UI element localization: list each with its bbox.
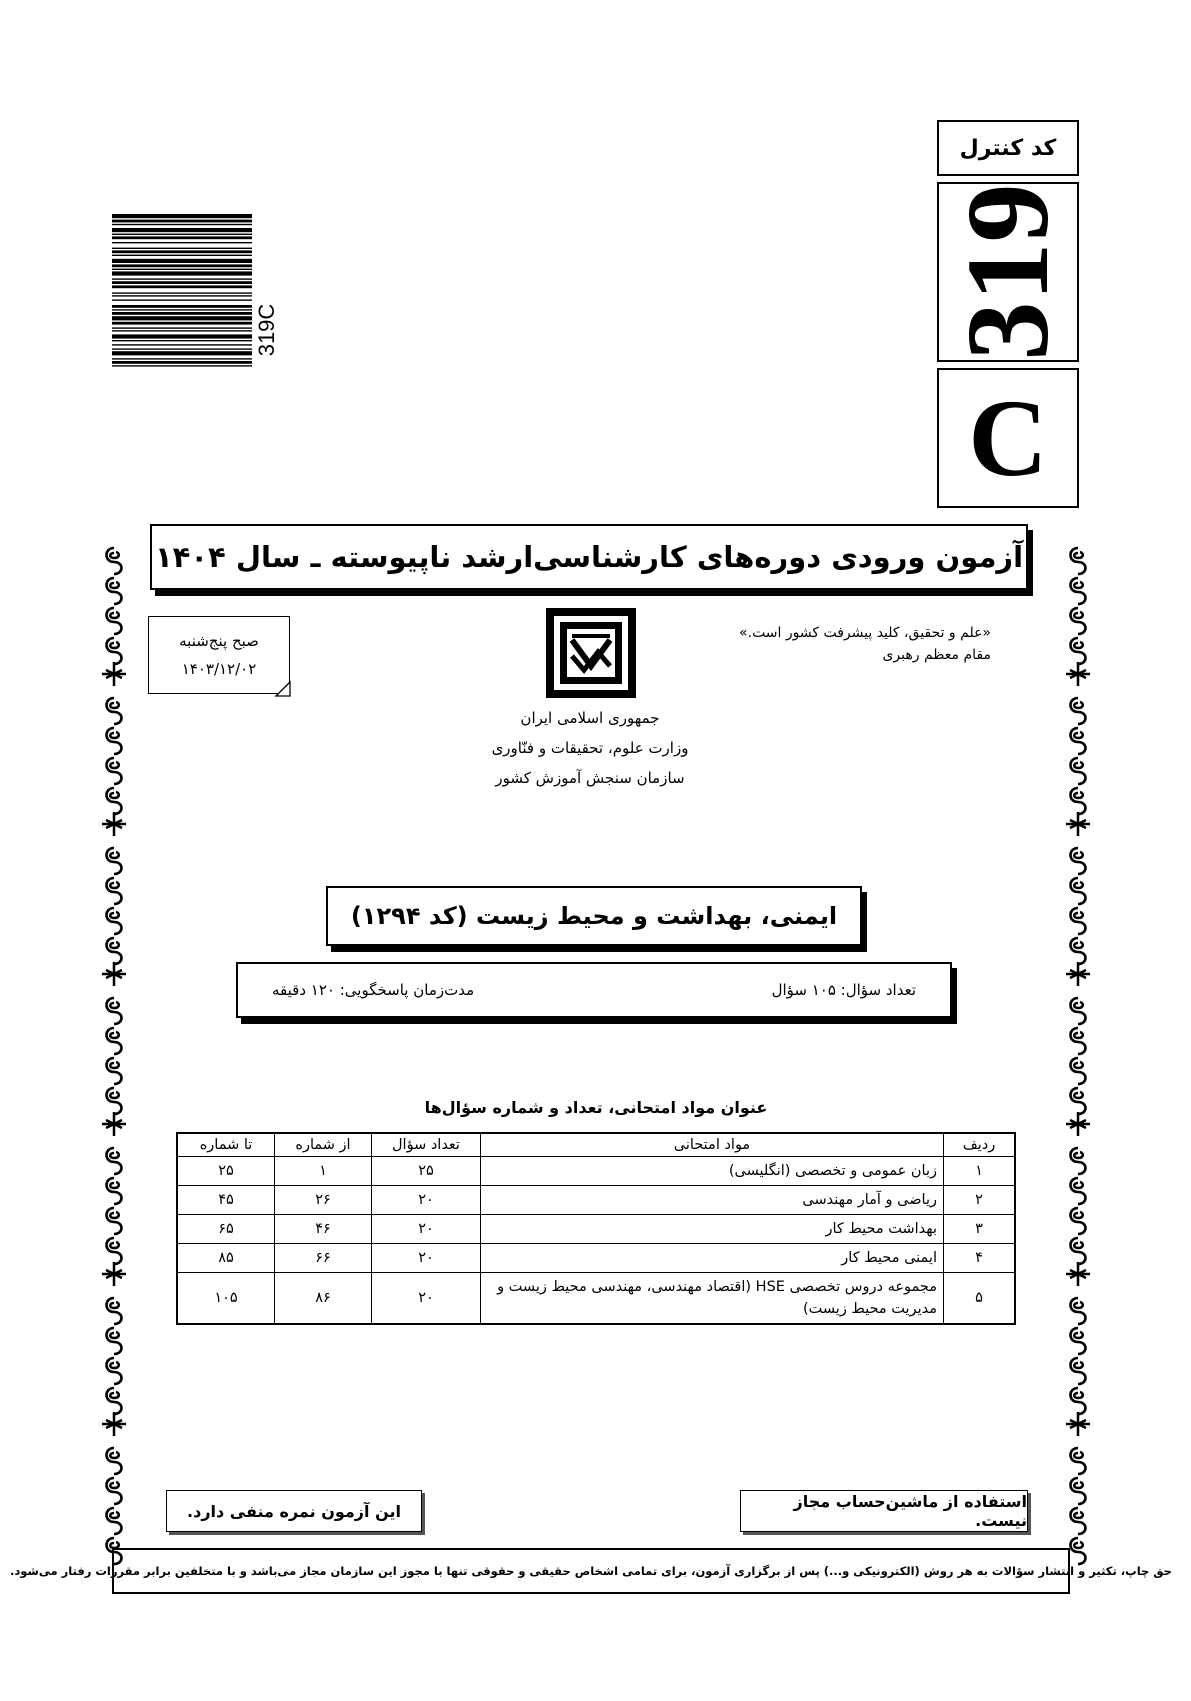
row-subject: ایمنی محیط کار bbox=[481, 1244, 944, 1273]
row-number: ۵ bbox=[944, 1273, 1016, 1325]
exam-title-banner: آزمون ورودی دوره‌های کارشناسی‌ارشد ناپیوسته ـ سال ۱۴۰۴ bbox=[150, 524, 1028, 590]
organization-block bbox=[440, 703, 740, 793]
row-number: ۳ bbox=[944, 1215, 1016, 1244]
org-line-republic: جمهوری اسلامی ایران bbox=[520, 709, 660, 727]
quote-author: مقام معظم رهبری bbox=[882, 647, 991, 663]
row-to: ۲۵ bbox=[177, 1157, 275, 1186]
session-date-box bbox=[148, 616, 290, 694]
table-row bbox=[177, 1157, 1015, 1186]
row-subject: بهداشت محیط کار bbox=[481, 1215, 944, 1244]
row-to: ۱۰۵ bbox=[177, 1273, 275, 1325]
row-subject: زبان عمومی و تخصصی (انگلیسی) bbox=[481, 1157, 944, 1186]
row-subject: مجموعه دروس تخصصی HSE (اقتصاد مهندسی، مهندسی محیط زیست و مدیریت محیط زیست) bbox=[481, 1273, 944, 1325]
row-from: ۲۶ bbox=[275, 1186, 372, 1215]
header-count: تعداد سؤال bbox=[372, 1133, 481, 1157]
header-from: از شماره bbox=[275, 1133, 372, 1157]
row-count: ۲۰ bbox=[372, 1215, 481, 1244]
question-count: تعداد سؤال: ۱۰۵ سؤال bbox=[771, 981, 916, 999]
org-line-organization: سازمان سنجش آموزش کشور bbox=[495, 769, 685, 787]
row-from: ۶۶ bbox=[275, 1244, 372, 1273]
right-ornament-border bbox=[1060, 540, 1096, 1552]
left-ornament-border bbox=[96, 540, 132, 1552]
table-row bbox=[177, 1215, 1015, 1244]
table-row bbox=[177, 1186, 1015, 1215]
exam-duration: مدت‌زمان پاسخگویی: ۱۲۰ دقیقه bbox=[272, 981, 475, 999]
row-from: ۱ bbox=[275, 1157, 372, 1186]
control-code-letter: C bbox=[937, 368, 1079, 508]
exam-meta-box bbox=[236, 962, 952, 1018]
subjects-table bbox=[176, 1132, 1016, 1325]
copyright-notice: حق چاپ، تکثیر و انتشار سؤالات به هر روش (الکترونیکی و...) پس از برگزاری آزمون، برای تمامی اشخاص حقیقی و حقوقی تنها با مجوز این سازمان مجاز می‌باشد و با متخلفین برابر مقررات رفتار می‌شود. bbox=[112, 1548, 1070, 1594]
org-line-ministry: وزارت علوم، تحقیقات و فنّاوری bbox=[491, 739, 689, 757]
table-header-row bbox=[177, 1133, 1015, 1157]
row-count: ۲۰ bbox=[372, 1186, 481, 1215]
table-row bbox=[177, 1244, 1015, 1273]
row-count: ۲۵ bbox=[372, 1157, 481, 1186]
leader-quote bbox=[739, 622, 991, 666]
control-code-number bbox=[937, 182, 1079, 362]
header-row-number: ردیف bbox=[944, 1133, 1016, 1157]
row-to: ۸۵ bbox=[177, 1244, 275, 1273]
table-row bbox=[177, 1273, 1015, 1325]
calculator-note: استفاده از ماشین‌حساب مجاز نیست. bbox=[740, 1490, 1028, 1532]
subjects-table-title: عنوان مواد امتحانی، تعداد و شماره سؤال‌ها bbox=[424, 1098, 768, 1117]
control-code-label: کد کنترل bbox=[937, 120, 1079, 176]
row-to: ۶۵ bbox=[177, 1215, 275, 1244]
row-count: ۲۰ bbox=[372, 1273, 481, 1325]
sanjesh-logo-icon bbox=[544, 606, 638, 700]
row-from: ۸۶ bbox=[275, 1273, 372, 1325]
header-to: تا شماره bbox=[177, 1133, 275, 1157]
row-number: ۱ bbox=[944, 1157, 1016, 1186]
subject-title: ایمنی، بهداشت و محیط زیست (کد ۱۲۹۴) bbox=[326, 886, 862, 946]
date-box-corner-fold bbox=[276, 682, 292, 696]
row-from: ۴۶ bbox=[275, 1215, 372, 1244]
row-number: ۴ bbox=[944, 1244, 1016, 1273]
barcode-label: 319C bbox=[254, 303, 279, 357]
negative-marking-note: این آزمون نمره منفی دارد. bbox=[166, 1490, 422, 1532]
row-subject: ریاضی و آمار مهندسی bbox=[481, 1186, 944, 1215]
row-to: ۴۵ bbox=[177, 1186, 275, 1215]
row-number: ۲ bbox=[944, 1186, 1016, 1215]
session-day: صبح پنج‌شنبه bbox=[179, 632, 259, 650]
session-date: ۱۴۰۳/۱۲/۰۲ bbox=[181, 660, 257, 678]
barcode-text bbox=[252, 300, 282, 360]
header-subject: مواد امتحانی bbox=[481, 1133, 944, 1157]
control-number-text: 319 bbox=[942, 183, 1073, 361]
barcode bbox=[112, 214, 252, 446]
row-count: ۲۰ bbox=[372, 1244, 481, 1273]
quote-text: «علم و تحقیق، کلید پیشرفت کشور است.» bbox=[739, 625, 991, 641]
